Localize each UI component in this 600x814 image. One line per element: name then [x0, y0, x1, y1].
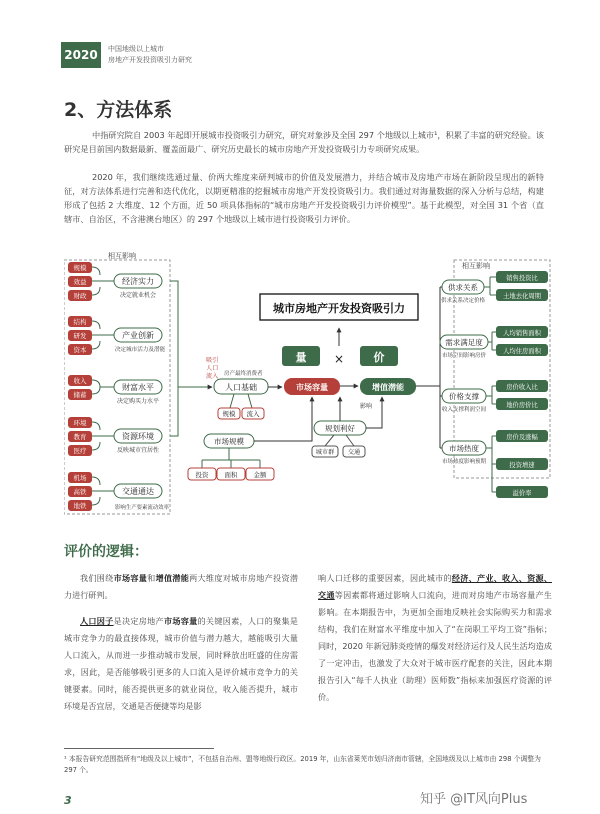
svg-text:决定就业机会: 决定就业机会 — [119, 292, 157, 299]
market-capacity — [284, 378, 340, 395]
svg-text:储蓄: 储蓄 — [73, 391, 87, 399]
svg-text:收入支撑利润空间: 收入支撑利润空间 — [441, 407, 487, 413]
svg-text:土地去化周期: 土地去化周期 — [503, 293, 541, 300]
svg-text:财政: 财政 — [73, 292, 87, 300]
svg-text:人均住房面积: 人均住房面积 — [503, 348, 541, 355]
svg-text:销售投资比: 销售投资比 — [506, 275, 538, 282]
price-box — [360, 346, 398, 366]
svg-text:环境: 环境 — [73, 419, 87, 427]
svg-text:溢价率: 溢价率 — [512, 490, 532, 497]
svg-text:人均销售面积: 人均销售面积 — [503, 330, 541, 337]
svg-text:规划利好: 规划利好 — [325, 424, 355, 433]
svg-text:收入: 收入 — [73, 377, 87, 385]
svg-text:供求关系决定价格: 供求关系决定价格 — [440, 298, 486, 304]
svg-text:量: 量 — [295, 351, 307, 364]
left-para2: 人口因子是决定房地产市场容量的关键因素，人口的聚集是城市竞争力的最直接体现，城市价值与潜力越大，越能吸引大量人口流入，从而进一步推动城市发展，同时释放出旺盛的住房需求，因此，是否能够吸引更多的人口流入是评价城市竞争力的关键要素。同时，能否提供更多的就业岗位，收入能否提升，城市环境是否宜居，交通是否便捷等均是影 — [64, 616, 298, 711]
svg-text:城市房地产开发投资吸引力: 城市房地产开发投资吸引力 — [273, 302, 405, 315]
svg-text:金额: 金额 — [253, 471, 267, 479]
svg-text:人口基础: 人口基础 — [225, 383, 257, 392]
left-column — [64, 570, 298, 715]
svg-text:研发: 研发 — [73, 332, 87, 340]
svg-text:经济实力: 经济实力 — [122, 277, 154, 286]
left-group-economy — [68, 262, 162, 301]
footnote-divider — [64, 748, 214, 749]
intro-paragraph: 中指研究院自 2003 年起即开展城市投资吸引力研究，研究对象涉及全国 297 个地级以上城市¹，积累了丰富的研究经验。该研究是目前国内数据最新、覆盖面最广、研究历史最长的城市房地产开发投资吸引力专项研究成果。 — [64, 130, 544, 154]
svg-text:资源环境: 资源环境 — [122, 432, 154, 441]
footnote: ¹ 本报告研究范围指所有“地级及以上城市”，不包括自治州、盟等地级行政区。2019 年，山东省莱芜市划归济南市管辖，全国地级及以上城市由 298 个调整为 297 个。 — [64, 755, 541, 774]
svg-text:财富水平: 财富水平 — [122, 383, 154, 392]
svg-text:市场规模: 市场规模 — [214, 437, 244, 446]
svg-text:增值潜能: 增值潜能 — [372, 383, 404, 392]
svg-text:市场空间影响房价: 市场空间影响房价 — [441, 353, 487, 359]
growth-potential — [360, 378, 416, 395]
right-group-demand — [440, 326, 548, 359]
method-paragraph: 2020 年，我们继续选通过量、价两大维度来研判城市的价值及发展潜力，并结合城市及房地产市场在新阶段呈现出的新特征，对方法体系进行完善和迭代优化，以期更精准的挖掘城市房地产开发投资吸引力。我们通过对海量数据的深入分析与总结，构建形成了包括 2 大维度、12 个方面，近 50 项具体指标的“城市房地产开发投资吸引力评价模型”。基于此模型，对全国 31 个省（直辖市、自治区，不含港澳台地区）的 297 个地级以上城市进行投资吸引力评价。 — [64, 172, 544, 224]
right-group-price-support — [442, 380, 548, 413]
population-base — [214, 379, 282, 419]
svg-text:规模: 规模 — [73, 264, 87, 272]
svg-text:价格支撑: 价格支撑 — [449, 392, 479, 401]
left-group-environment — [68, 417, 162, 456]
svg-text:产业创新: 产业创新 — [122, 331, 154, 340]
svg-text:反映城市宜居性: 反映城市宜居性 — [116, 447, 160, 454]
svg-text:城市群: 城市群 — [315, 449, 335, 456]
svg-text:决定城市活力及潜能: 决定城市活力及潜能 — [114, 347, 166, 353]
svg-text:市场热度: 市场热度 — [449, 444, 479, 453]
page-number: 3 — [64, 794, 72, 807]
section-title: 2、方法体系 — [64, 99, 173, 121]
svg-text:房价及涨幅: 房价及涨幅 — [506, 434, 538, 441]
right-group-heat — [442, 430, 548, 498]
left-mutual-influence: 相互影响 — [108, 252, 136, 260]
planning-group — [312, 397, 382, 457]
svg-text:高铁: 高铁 — [73, 488, 87, 496]
times-sign: × — [333, 352, 345, 366]
svg-text:规模: 规模 — [222, 410, 236, 418]
page-header — [0, 42, 600, 68]
svg-text:医疗: 医疗 — [73, 447, 87, 455]
right-group-supply — [441, 271, 548, 304]
right-mutual-influence: 相互影响 — [462, 262, 490, 270]
svg-text:机场: 机场 — [73, 474, 87, 482]
svg-text:房价收入比: 房价收入比 — [506, 384, 538, 391]
svg-text:供求关系: 供求关系 — [448, 283, 478, 292]
quantity-box — [282, 346, 320, 366]
svg-text:需求满足度: 需求满足度 — [445, 338, 483, 347]
svg-text:交通: 交通 — [347, 449, 361, 456]
svg-text:结构: 结构 — [73, 318, 87, 326]
svg-text:影响: 影响 — [360, 403, 373, 410]
svg-text:地铁: 地铁 — [73, 502, 87, 510]
buyer-note: 房产最终消费者 — [224, 371, 263, 377]
subheading: 评价的逻辑： — [64, 544, 148, 560]
svg-text:交通通达: 交通通达 — [122, 487, 154, 496]
svg-text:面积: 面积 — [224, 471, 238, 479]
svg-text:效益: 效益 — [73, 278, 87, 286]
method-diagram — [64, 250, 552, 532]
year-badge: 2020 — [61, 42, 101, 68]
right-column: 响人口迁移的重要因素，因此城市的经济、产业、收入、资源、交通等因素都将通过影响人口流向，进而对房地产市场容量产生影响。在本期报告中，为更加全面地反映社会实际购买力和需求结构，我们在财富水平维度中加入了“在岗职工平均工资”指标；同时，2020 年新冠肺炎疫情的爆发对经济运行及人民生活均造成了一定冲击，也激发了大众对于城市医疗配套的关注，因此本期报告引入“每千人执业（助理）医师数”指标来加强医疗资源的评价。 — [318, 573, 552, 702]
header-title: 中国地级以上城市 房地产开发投资吸引力研究 — [108, 45, 192, 64]
left-group-transport — [68, 472, 170, 511]
left-group-wealth — [68, 375, 162, 405]
svg-text:投资增速: 投资增速 — [509, 462, 535, 469]
left-para1: 我们围绕市场容量和增值潜能两大维度对城市房地产投资潜力进行研判。 — [64, 573, 298, 600]
svg-text:市场容量: 市场容量 — [296, 383, 328, 392]
svg-text:资本: 资本 — [73, 346, 87, 354]
svg-text:价: 价 — [373, 351, 385, 364]
svg-text:影响生产要素流动效率: 影响生产要素流动效率 — [115, 505, 169, 511]
svg-text:地价房价比: 地价房价比 — [506, 402, 538, 409]
diagram-title-box — [260, 294, 418, 346]
attract-label: 吸引人口流入 — [206, 357, 219, 380]
svg-text:投资: 投资 — [195, 471, 209, 479]
svg-text:市场热度影响预期: 市场热度影响预期 — [441, 459, 487, 465]
svg-text:决定购买力水平: 决定购买力水平 — [116, 398, 160, 405]
svg-text:流入: 流入 — [246, 410, 260, 418]
svg-text:教育: 教育 — [73, 433, 87, 441]
left-group-industry — [68, 316, 166, 355]
watermark-text: 知乎 @IT风向Plus — [420, 792, 528, 807]
